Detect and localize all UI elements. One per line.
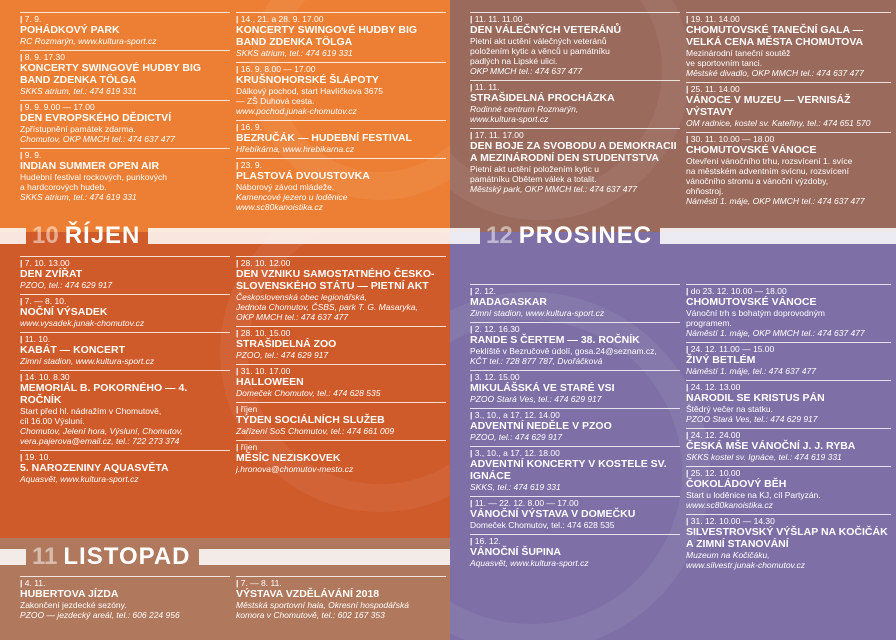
event-item	[236, 576, 446, 620]
event-detail: Muzeum na Kočičáku,	[686, 550, 770, 560]
event-detail: Městský park, OKP MMCH tel.: 474 637 477	[470, 184, 637, 194]
event-detail: Aquasvět, www.kultura-sport.cz	[20, 474, 139, 484]
event-item	[470, 496, 680, 530]
event-date: | 23. 9.	[236, 158, 446, 170]
event-item	[236, 256, 446, 322]
event-detail: Hřebíkárna, www.hrebikarna.cz	[236, 144, 355, 154]
event-title: MĚSÍC NEZISKOVEK	[236, 452, 341, 464]
event-title: HUBERTOVA JÍZDA	[20, 588, 119, 600]
event-date: | 16. 9.	[236, 120, 446, 132]
event-detail: Československá obec legionářská,	[236, 292, 367, 302]
event-date: | 7. — 8. 11.	[236, 576, 446, 588]
event-title: NOČNÍ VÝSADEK	[20, 306, 108, 318]
event-title: VÁNOČNÍ VÝSTAVA V DOMEČKU	[470, 508, 636, 520]
event-date: | 11. 11.	[470, 80, 680, 92]
event-title: VÁNOČNÍ ŠUPINA	[470, 546, 562, 558]
event-item	[470, 446, 680, 492]
event-item	[236, 158, 446, 212]
event-date: | 31. 12. 10.00 — 14.30	[686, 514, 891, 526]
november-col-1	[470, 12, 680, 198]
event-detail: Kamencové jezero u loděnice	[236, 192, 348, 202]
event-detail: komora v Chomutově, tel.: 602 167 353	[236, 610, 385, 620]
event-title: SILVESTROVSKÝ VÝŠLAP NA KOČIČÁK A ZIMNÍ STANOVÁNÍ	[686, 526, 888, 550]
event-title: CHOMUTOVSKÉ VÁNOCE	[686, 144, 817, 156]
event-title: BEZRUČÁK — HUDEBNÍ FESTIVAL	[236, 132, 412, 144]
event-title: VÁNOCE V MUZEU — VERNISÁŽ VÝSTAVY	[686, 94, 851, 118]
event-item	[20, 12, 230, 46]
event-detail: PZOO — jezdecký areál, tel.: 606 224 956	[20, 610, 180, 620]
event-detail: vánočního stromu a vánoční výzdoby,	[686, 176, 829, 186]
event-detail: ohňostroj.	[686, 186, 724, 196]
event-detail: SKKS, tel.: 474 619 331	[470, 482, 561, 492]
event-detail: Domeček Chomutov, tel.: 474 628 535	[470, 520, 615, 530]
event-detail: cíl 16.00 Výsluní.	[20, 416, 85, 426]
event-date: | 25. 11. 14.00	[686, 82, 891, 94]
event-detail: www.sc80kanoistika.cz	[236, 202, 323, 212]
event-item	[236, 402, 446, 436]
event-item	[686, 380, 891, 424]
event-item	[236, 364, 446, 398]
event-title: KONCERTY SWINGOVÉ HUDBY BIG BAND ZDENKA TÖLGA	[236, 24, 418, 48]
event-title: DEN BOJE ZA SVOBODU A DEMOKRACII A MEZINÁRODNÍ DEN STUDENTSTVA	[470, 140, 677, 164]
event-detail: PZOO Stará Ves, tel.: 474 629 917	[686, 414, 818, 424]
event-item	[470, 408, 680, 442]
event-title: ČESKÁ MŠE VÁNOČNÍ J. J. RYBA	[686, 440, 856, 452]
event-item	[686, 284, 891, 338]
october-col-2	[236, 256, 446, 478]
event-date: | 11. 11. 11.00	[470, 12, 680, 24]
event-detail: PZOO, tel.: 474 629 917	[236, 350, 329, 360]
event-item	[20, 100, 230, 144]
event-title: DEN VZNIKU SAMOSTATNÉHO ČESKO-SLOVENSKÉHO STÁTU — PIETNÍ AKT	[236, 268, 435, 292]
event-date: | 7. — 8. 10.	[20, 294, 230, 306]
november-bottom-col-1	[20, 576, 230, 624]
september-col-1	[20, 12, 230, 206]
event-item	[470, 284, 680, 318]
event-date: | 28. 10. 15.00	[236, 326, 446, 338]
event-title: PLASTOVÁ DVOUSTOVKA	[236, 170, 370, 182]
event-item	[686, 466, 891, 510]
event-date: | 2. 12. 16.30	[470, 322, 680, 334]
event-detail: PZOO Stará Ves, tel.: 474 629 917	[470, 394, 602, 404]
event-detail: Náměstí 1. máje, OKP MMCH tel.: 474 637 477	[686, 328, 865, 338]
event-detail: Zakončení jezdecké sezóny.	[20, 600, 127, 610]
event-title: MIKULÁŠSKÁ VE STARÉ VSI	[470, 382, 615, 394]
event-item	[686, 514, 891, 570]
event-title: ADVENTNÍ NEDĚLE V PZOO	[470, 420, 612, 432]
event-date: | 9. 9.	[20, 148, 230, 160]
event-detail: položením kytic a věnců u památníku	[470, 46, 610, 56]
event-date: | 9. 9. 9.00 — 17.00	[20, 100, 230, 112]
event-date: | 3., 10., a 17. 12. 18.00	[470, 446, 680, 458]
event-detail: programem.	[686, 318, 732, 328]
event-date: | 24. 12. 13.00	[686, 380, 891, 392]
event-date: | 3., 10., a 17. 12. 14.00	[470, 408, 680, 420]
event-detail: Chomutov, OKP MMCH tel.: 474 637 477	[20, 134, 175, 144]
event-detail: www.vysadek.junak-chomutov.cz	[20, 318, 145, 328]
event-date: | 11. — 22. 12. 8.00 — 17.00	[470, 496, 680, 508]
event-item	[686, 12, 891, 78]
event-title: VÝSTAVA VZDĚLÁVÁNÍ 2018	[236, 588, 380, 600]
month-number: 11	[32, 543, 58, 570]
event-item	[470, 128, 680, 194]
event-title: DEN EVROPSKÉHO DĚDICTVÍ	[20, 112, 172, 124]
event-detail: Zařízení SoS Chomutov, tel.: 474 661 009	[236, 426, 395, 436]
event-detail: PZOO, tel.: 474 629 917	[20, 280, 113, 290]
november-bottom-col-2	[236, 576, 446, 624]
event-item	[236, 440, 446, 474]
event-detail: Vánoční trh s bohatým doprovodným	[686, 308, 825, 318]
event-date: | 14., 21. a 28. 9. 17.00	[236, 12, 446, 24]
december-col-2	[686, 284, 891, 574]
event-detail: Pietní akt uctění položením kytic u	[470, 164, 599, 174]
event-item	[686, 428, 891, 462]
event-detail: PZOO, tel.: 474 629 917	[470, 432, 563, 442]
event-date: | 24. 12. 11.00 — 15.00	[686, 342, 891, 354]
event-detail: Zpřístupnění památek zdarma.	[20, 124, 136, 134]
event-item	[236, 326, 446, 360]
event-detail: SKKS atrium, tel.: 474 619 331	[20, 192, 137, 202]
event-detail: Start před hl. nádražím v Chomutově,	[20, 406, 162, 416]
event-title: POHÁDKOVÝ PARK	[20, 24, 120, 36]
event-detail: RC Rozmarýn, www.kultura-sport.cz	[20, 36, 157, 46]
event-title: 5. NAROZENINY AQUASVĚTA	[20, 462, 169, 474]
event-date: | 14. 10. 8.30	[20, 370, 230, 382]
november-col-2	[686, 12, 891, 210]
event-date: | 4. 11.	[20, 576, 230, 588]
event-title: STRAŠIDELNÁ ZOO	[236, 338, 337, 350]
event-detail: Domeček Chomutov, tel.: 474 628 535	[236, 388, 381, 398]
month-band-rijen	[0, 224, 450, 248]
event-title: CHOMUTOVSKÉ TANEČNÍ GALA — VELKÁ CENA MĚSTA CHOMUTOVA	[686, 24, 864, 48]
event-item	[20, 370, 230, 446]
event-detail: Městská sportovní hala, Okresní hospodářská	[236, 600, 409, 610]
month-number: 12	[486, 222, 513, 249]
event-date: | do 23. 12. 10.00 — 18.00	[686, 284, 891, 296]
event-date: | 8. 9. 17.30	[20, 50, 230, 62]
event-detail: Otevření vánočního trhu, rozsvícení 1. svíce	[686, 156, 853, 166]
event-detail: SKKS atrium, tel.: 474 619 331	[20, 86, 137, 96]
event-date: | 24. 12. 24.00	[686, 428, 891, 440]
december-col-1	[470, 284, 680, 572]
event-date: | 7. 10. 13.00	[20, 256, 230, 268]
event-date: | 7. 9.	[20, 12, 230, 24]
event-item	[20, 256, 230, 290]
event-detail: Aquasvět, www.kultura-sport.cz	[470, 558, 589, 568]
event-detail: Jednota Chomutov, ČSBS, park T. G. Masaryka,	[236, 302, 418, 312]
event-detail: Peklíště v Bezručově údolí, gosa.24@seznam.cz,	[470, 346, 657, 356]
event-title: ADVENTNÍ KONCERTY V KOSTELE SV. IGNÁCE	[470, 458, 667, 482]
event-detail: Městské divadlo, OKP MMCH tel.: 474 637 477	[686, 68, 864, 78]
event-date: | 30. 11. 10.00 — 18.00	[686, 132, 891, 144]
event-detail: Náměstí 1. máje, tel.: 474 637 477	[686, 366, 816, 376]
event-date: | 2. 12.	[470, 284, 680, 296]
event-date: | 31. 10. 17.00	[236, 364, 446, 376]
month-name: LISTOPAD	[63, 543, 191, 570]
event-detail: vera.pajerova@email.cz, tel.: 722 273 374	[20, 436, 180, 446]
month-name: PROSINEC	[518, 222, 653, 249]
event-title: KABÁT — KONCERT	[20, 344, 125, 356]
event-item	[20, 332, 230, 366]
october-col-1	[20, 256, 230, 488]
event-date: | 25. 12. 10.00	[686, 466, 891, 478]
event-title: RANDE S ČERTEM — 38. ROČNÍK	[470, 334, 640, 346]
event-detail: j.hronova@chomutov-mesto.cz	[236, 464, 354, 474]
event-detail: Pietní akt uctění válečných veteránů	[470, 36, 607, 46]
event-date: | 19. 11. 14.00	[686, 12, 891, 24]
event-item	[20, 576, 230, 620]
event-title: KONCERTY SWINGOVÉ HUDBY BIG BAND ZDENKA TÖLGA	[20, 62, 202, 86]
event-title: INDIAN SUMMER OPEN AIR	[20, 160, 160, 172]
event-item	[236, 62, 446, 116]
september-col-2	[236, 12, 446, 216]
event-detail: padlých na Lipské ulici.	[470, 56, 558, 66]
event-title: DEN ZVÍŘAT	[20, 268, 83, 280]
event-detail: Štědrý večer na statku.	[686, 404, 773, 414]
event-detail: Mezinárodní taneční soutěž	[686, 48, 791, 58]
event-title: CHOMUTOVSKÉ VÁNOCE	[686, 296, 817, 308]
event-title: TÝDEN SOCIÁLNÍCH SLUŽEB	[236, 414, 385, 426]
event-detail: Náborový závod mládeže.	[236, 182, 335, 192]
event-date: | říjen	[236, 402, 446, 414]
month-band-prosinec	[450, 224, 896, 248]
event-item	[470, 534, 680, 568]
event-item	[470, 322, 680, 366]
event-detail: Hudební festival rockových, punkových	[20, 172, 167, 182]
event-detail: ve sportovním tanci.	[686, 58, 763, 68]
event-detail: KČT tel.: 728 877 787, Dvořáčková	[470, 356, 603, 366]
event-detail: — ZŠ Duhová cesta.	[236, 96, 315, 106]
event-date: | 11. 10.	[20, 332, 230, 344]
event-detail: Náměstí 1. máje, OKP MMCH tel.: 474 637 477	[686, 196, 865, 206]
event-item	[20, 50, 230, 96]
event-title: HALLOWEEN	[236, 376, 304, 388]
event-detail: a hardcorových hudeb.	[20, 182, 107, 192]
event-date: | 16. 9. 8.00 — 17.00	[236, 62, 446, 74]
event-detail: OKP MMCH tel.: 474 637 477	[236, 312, 349, 322]
event-detail: Rodinné centrum Rozmarýn,	[470, 104, 579, 114]
event-item	[236, 12, 446, 58]
event-title: MEMORIÁL B. POKORNÉHO — 4. ROČNÍK	[20, 382, 188, 406]
event-date: | 3. 12. 15.00	[470, 370, 680, 382]
event-item	[236, 120, 446, 154]
event-item	[20, 294, 230, 328]
event-detail: Zimní stadion, www.kultura-sport.cz	[20, 356, 155, 366]
event-date: | 28. 10. 12.00	[236, 256, 446, 268]
event-title: KRUŠNOHORSKÉ ŠLÁPOTY	[236, 74, 379, 86]
month-name: ŘÍJEN	[64, 222, 141, 249]
event-title: DEN VÁLEČNÝCH VETERÁNŮ	[470, 24, 622, 36]
event-detail: SKKS atrium, tel.: 474 619 331	[236, 48, 353, 58]
event-detail: www.silvestr.junak-chomutov.cz	[686, 560, 806, 570]
event-detail: www.kultura-sport.cz	[470, 114, 549, 124]
month-band-listopad	[0, 545, 450, 569]
event-date: | 17. 11. 17.00	[470, 128, 680, 140]
event-item	[470, 370, 680, 404]
event-date: | říjen	[236, 440, 446, 452]
event-detail: SKKS kostel sv. Ignáce, tel.: 474 619 331	[686, 452, 842, 462]
event-detail: Start u loděnice na KJ, cíl Partyzán.	[686, 490, 821, 500]
event-detail: Dálkový pochod, start Havlíčkova 3675	[236, 86, 383, 96]
event-item	[470, 80, 680, 124]
event-date: | 19. 10.	[20, 450, 230, 462]
event-detail: OKP MMCH tel.: 474 637 477	[470, 66, 583, 76]
event-detail: www.pochod.junak-chomutov.cz	[236, 106, 357, 116]
event-detail: OM radnice, kostel sv. Kateřiny, tel.: 474 651 570	[686, 118, 871, 128]
event-item	[686, 82, 891, 128]
event-title: STRAŠIDELNÁ PROCHÁZKA	[470, 92, 615, 104]
event-item	[686, 342, 891, 376]
event-title: ŽIVÝ BETLÉM	[686, 354, 756, 366]
event-date: | 16. 12.	[470, 534, 680, 546]
event-title: MADAGASKAR	[470, 296, 547, 308]
event-item	[20, 450, 230, 484]
event-detail: na městském adventním svícnu, rozsvícení	[686, 166, 849, 176]
event-detail: Chomutov, Jelení hora, Výsluní, Chomutov,	[20, 426, 183, 436]
event-item	[470, 12, 680, 76]
event-detail: www.sc80kanoistika.cz	[686, 500, 773, 510]
event-title: NARODIL SE KRISTUS PÁN	[686, 392, 825, 404]
event-detail: památníku Obětem válek a totalit.	[470, 174, 597, 184]
event-title: ČOKOLÁDOVÝ BĚH	[686, 478, 787, 490]
month-number: 10	[32, 222, 59, 249]
event-item	[20, 148, 230, 202]
event-item	[686, 132, 891, 206]
event-detail: Zimní stadion, www.kultura-sport.cz	[470, 308, 605, 318]
